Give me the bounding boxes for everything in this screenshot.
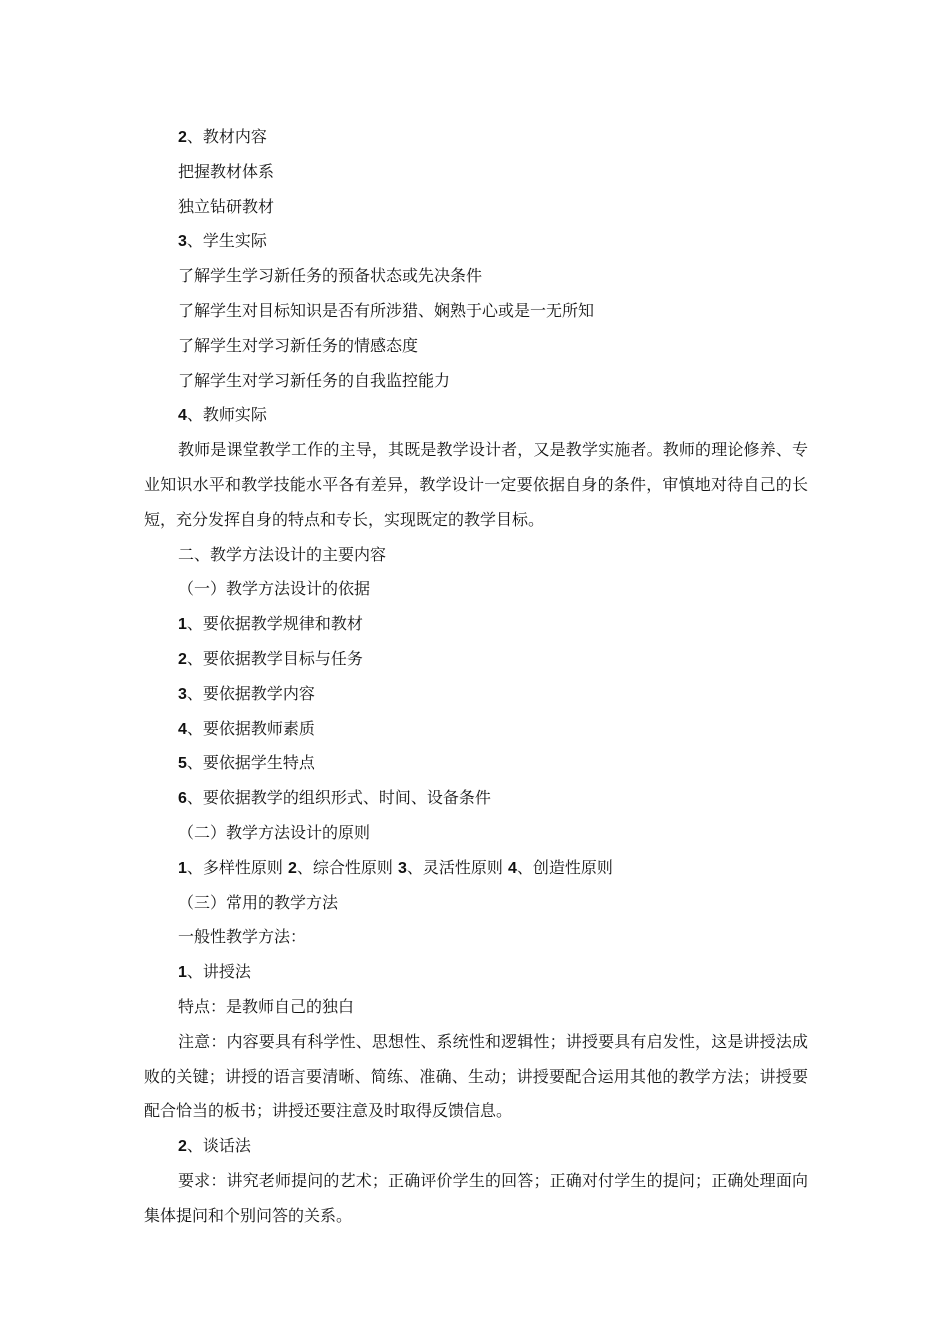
heading-lecture-method: [144, 955, 808, 990]
item-number: 1: [178, 964, 187, 982]
item-number: 4: [178, 407, 187, 425]
item-text: 、要依据教学的组织形式、时间、设备条件: [186, 788, 491, 808]
item-number: 2: [178, 129, 187, 146]
text-line: 了解学生学习新任务的预备状态或先决条件: [178, 266, 483, 286]
item-text: 、创造性原则: [516, 857, 613, 877]
heading-discussion-method: [144, 1129, 808, 1164]
item-text: 、要依据教学目标与任务: [186, 648, 363, 668]
item-number: 1: [178, 616, 187, 634]
item-number: 3: [178, 233, 187, 251]
list-item: [144, 607, 808, 642]
subsection-heading: （二）教学方法设计的原则: [178, 822, 371, 842]
list-item: [144, 642, 808, 677]
item-number: 2: [178, 650, 187, 668]
paragraph-discussion-requirements: 要求：讲究老师提问的艺术；正确评价学生的回答；正确对付学生的提问；正确处理面向集体提问和个别问答的关系。: [144, 1170, 808, 1225]
principles-line: [144, 851, 808, 886]
text-line: 了解学生对学习新任务的自我监控能力: [178, 370, 451, 390]
item-text: 、综合性原则: [296, 857, 398, 877]
item-number: 1: [178, 859, 187, 877]
item-number: 3: [178, 685, 187, 703]
text-line: 把握教材体系: [178, 161, 275, 181]
item-number: 4: [178, 720, 187, 738]
item-number: 2: [288, 859, 297, 877]
item-text: 、要依据教学规律和教材: [186, 614, 363, 634]
item-text: 、学生实际: [186, 231, 267, 251]
item-number: 3: [398, 859, 407, 877]
item-text: 、教师实际: [186, 405, 267, 425]
item-number: 6: [178, 790, 187, 808]
item-text: 、教材内容: [186, 127, 267, 146]
item-text: 、要依据学生特点: [186, 753, 315, 773]
item-text: 、讲授法: [186, 962, 251, 982]
text-line: 独立钻研教材: [178, 196, 275, 216]
list-item: [144, 781, 808, 816]
item-number: 4: [508, 859, 517, 877]
item-number: 2: [178, 1138, 187, 1156]
list-item: [144, 677, 808, 712]
list-item: [144, 712, 808, 747]
section-heading: 二、教学方法设计的主要内容: [178, 544, 387, 564]
text-line: 了解学生对学习新任务的情感态度: [178, 335, 419, 355]
heading-student-reality: [144, 224, 808, 259]
heading-teacher-reality: [144, 398, 808, 433]
item-text: 、谈话法: [186, 1136, 251, 1156]
item-text: 、要依据教师素质: [186, 718, 315, 738]
paragraph-teacher: 教师是课堂教学工作的主导，其既是教学设计者，又是教学实施者。教师的理论修养、专业知识水平和教学技能水平各有差异，教学设计一定要依据自身的条件，审慎地对待自己的长短，充分发挥自身的特点和专长，实现既定的教学目标。: [144, 440, 808, 529]
text-line: 特点：是教师自己的独白: [178, 996, 355, 1016]
subsection-heading: （一）教学方法设计的依据: [178, 579, 371, 599]
item-text: 、灵活性原则: [406, 857, 508, 877]
list-item: [144, 746, 808, 781]
text-line: 一般性教学方法：: [178, 927, 307, 947]
item-number: 5: [178, 755, 187, 773]
heading-teaching-material: [144, 120, 808, 155]
text-line: 了解学生对目标知识是否有所涉猎、娴熟于心或是一无所知: [178, 300, 595, 320]
item-text: 、多样性原则: [186, 857, 288, 877]
item-text: 、要依据教学内容: [186, 683, 315, 703]
document-body: [144, 120, 808, 1234]
paragraph-lecture-notes: 注意：内容要具有科学性、思想性、系统性和逻辑性；讲授要具有启发性，这是讲授法成败的关键；讲授的语言要清晰、简练、准确、生动；讲授要配合运用其他的教学方法；讲授要配合恰当的板书；讲授还要注意及时取得反馈信息。: [144, 1031, 808, 1121]
subsection-heading: （三）常用的教学方法: [178, 892, 339, 912]
